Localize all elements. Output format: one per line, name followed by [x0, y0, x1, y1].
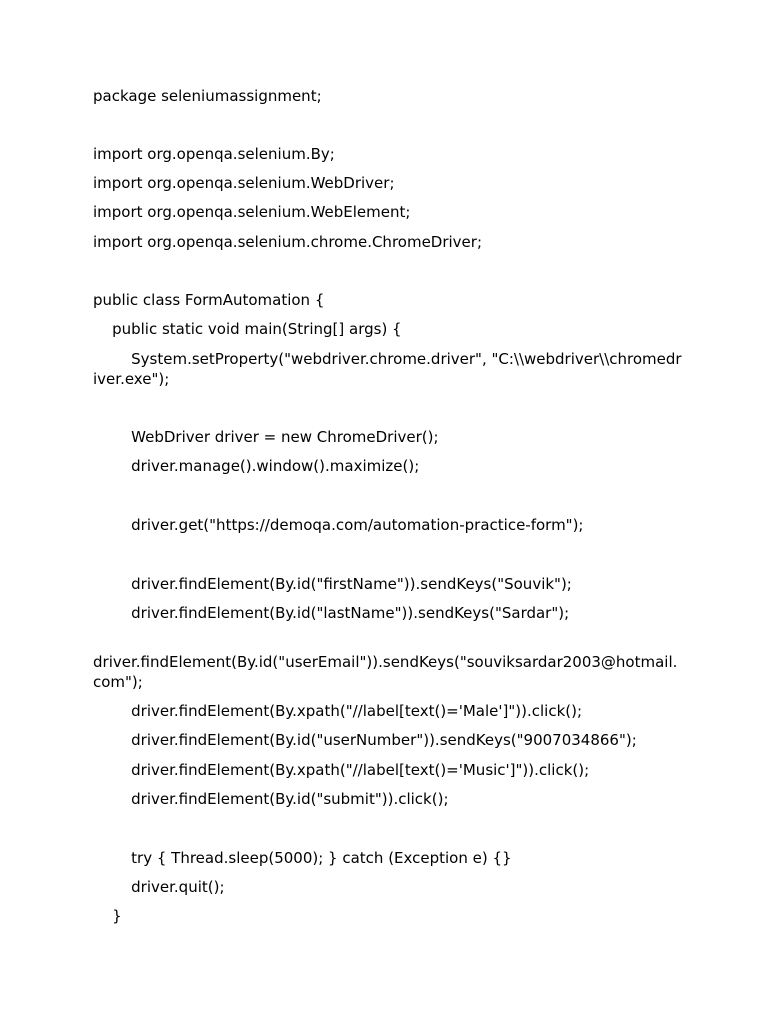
code-line-package: package seleniumassignment; — [93, 87, 322, 105]
code-line-user-number: driver.findElement(By.id("userNumber")).sendKeys("9007034866"); — [93, 731, 637, 749]
code-line-main-method: public static void main(String[] args) { — [93, 320, 402, 338]
code-line-closing-brace: } — [93, 907, 122, 925]
code-line-driver-get: driver.get("https://demoqa.com/automation-practice-form"); — [93, 516, 584, 534]
code-line-maximize: driver.manage().window().maximize(); — [93, 457, 420, 475]
code-line-import-chromedriver: import org.openqa.selenium.chrome.ChromeDriver; — [93, 233, 483, 251]
code-line-import-by: import org.openqa.selenium.By; — [93, 145, 335, 163]
code-line-driver-quit: driver.quit(); — [93, 878, 225, 896]
code-line-import-webdriver: import org.openqa.selenium.WebDriver; — [93, 174, 395, 192]
code-line-first-name: driver.findElement(By.id("firstName")).sendKeys("Souvik"); — [93, 575, 572, 593]
code-line-new-driver: WebDriver driver = new ChromeDriver(); — [93, 428, 439, 446]
code-line-class-declaration: public class FormAutomation { — [93, 291, 325, 309]
code-line-last-name: driver.findElement(By.id("lastName")).sendKeys("Sardar"); — [93, 604, 570, 622]
code-line-import-webelement: import org.openqa.selenium.WebElement; — [93, 203, 411, 221]
code-line-hobby-music: driver.findElement(By.xpath("//label[text()='Music']")).click(); — [93, 761, 590, 779]
code-line-try-sleep: try { Thread.sleep(5000); } catch (Exception e) {} — [93, 849, 512, 867]
code-line-user-email: driver.findElement(By.id("userEmail")).sendKeys("souviksardar2003@hotmail.com"); — [93, 653, 678, 691]
code-line-gender-male: driver.findElement(By.xpath("//label[text()='Male']")).click(); — [93, 702, 583, 720]
code-line-set-property: System.setProperty("webdriver.chrome.driver", "C:\\webdriver\\chromedriver.exe"); — [93, 350, 682, 388]
code-line-submit: driver.findElement(By.id("submit")).click(); — [93, 790, 449, 808]
